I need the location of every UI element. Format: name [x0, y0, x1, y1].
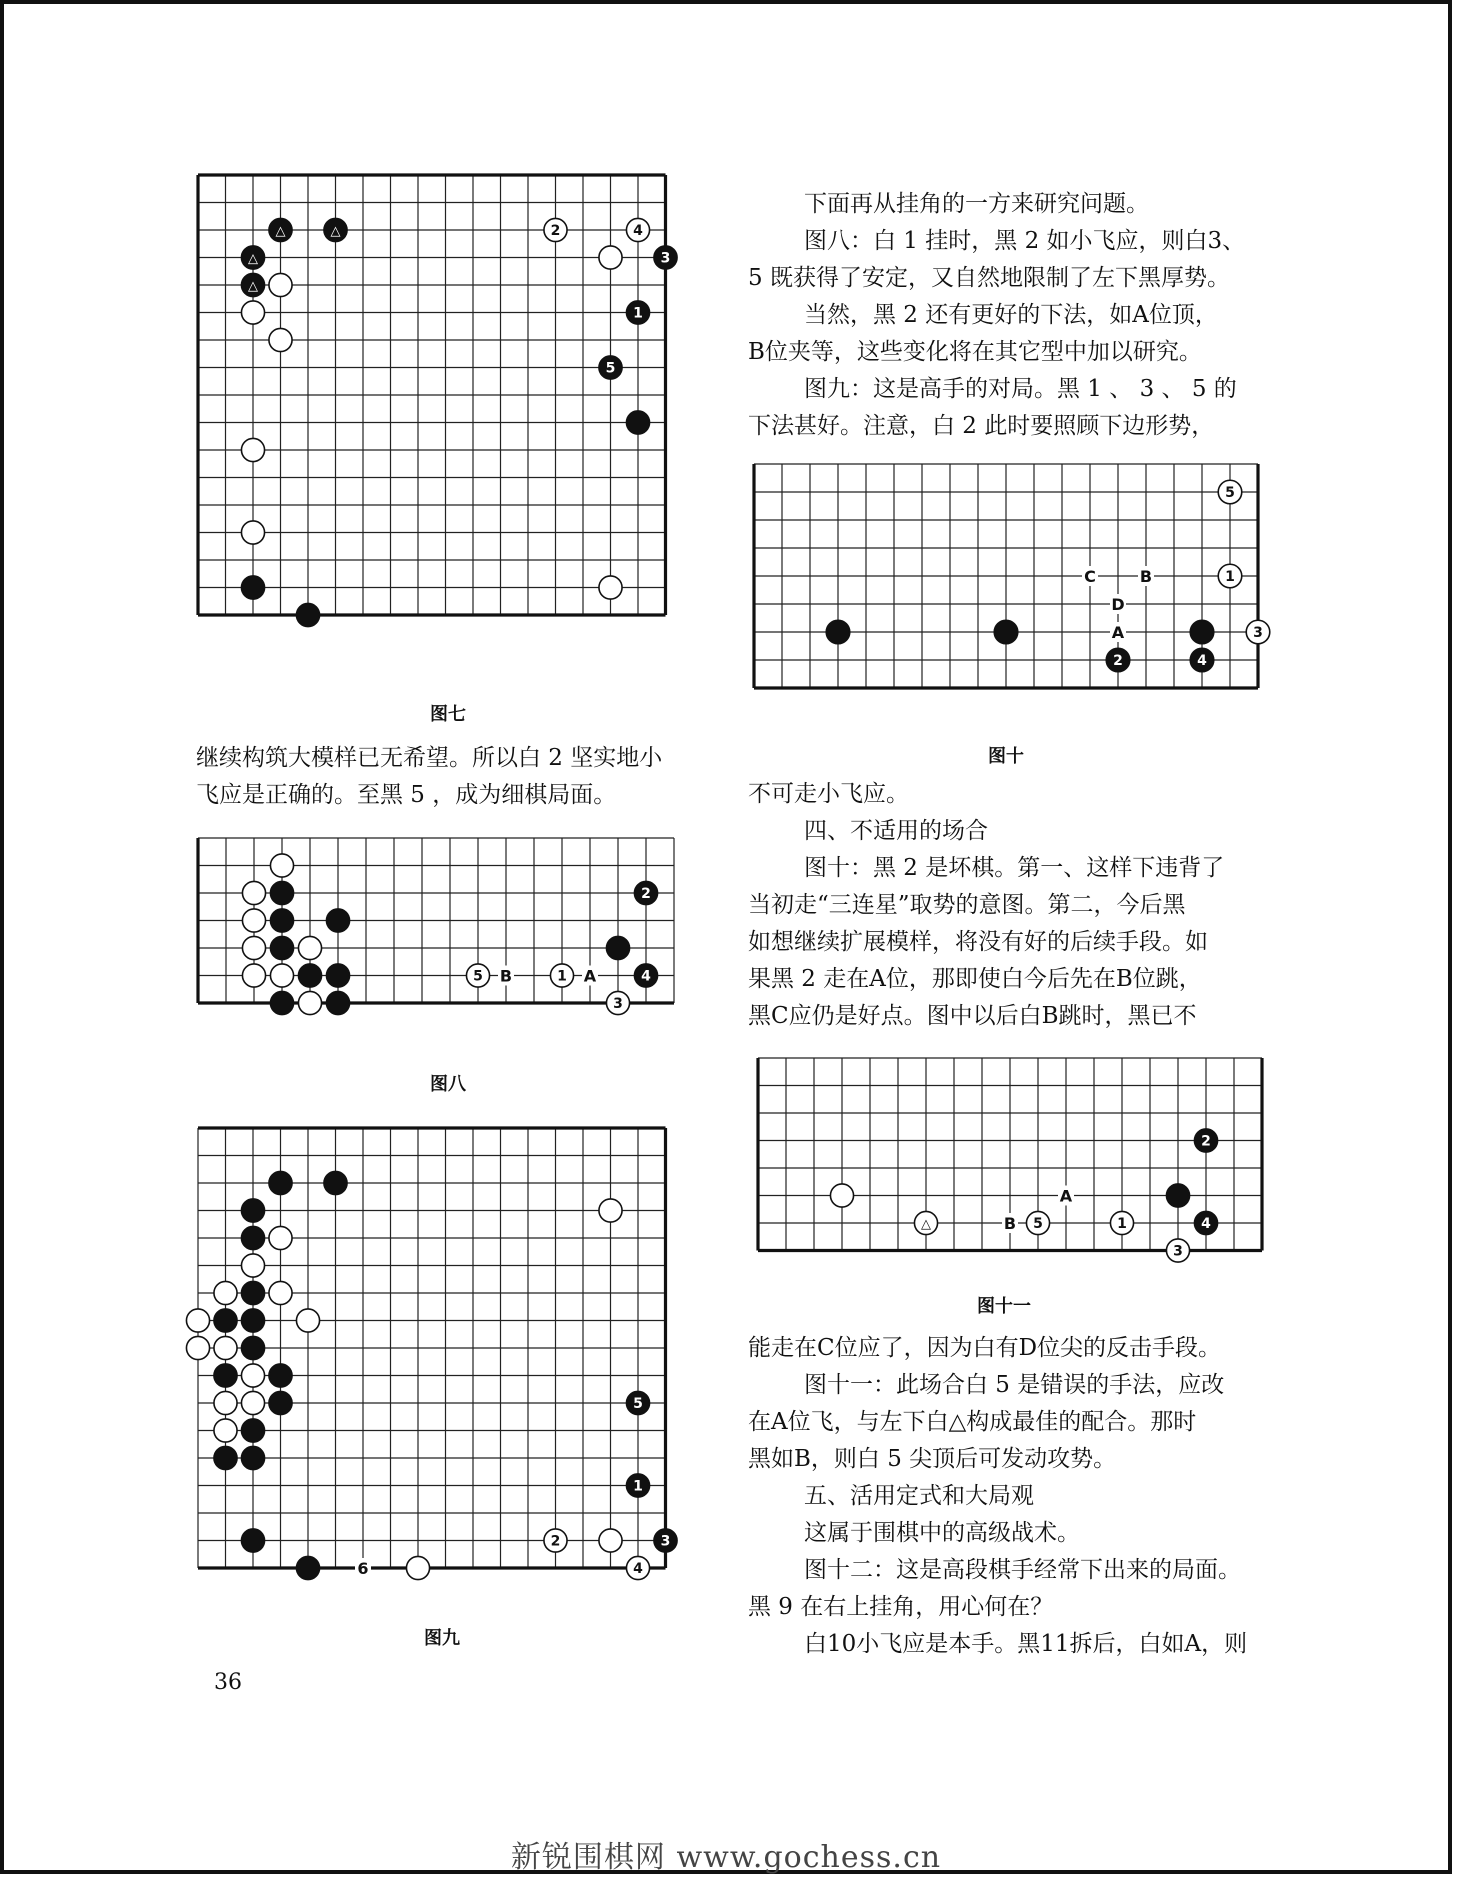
- stone-label: △: [248, 279, 258, 294]
- paragraph-line: 黑C应仍是好点。图中以后白B跳时，黑已不: [748, 1003, 1197, 1029]
- figure-caption-fig10: 图十: [988, 746, 1024, 767]
- figure-caption-fig7: 图七: [430, 704, 466, 725]
- figure-caption-fig9: 图九: [424, 1628, 460, 1649]
- stone-label: 2: [1113, 653, 1123, 669]
- paragraph-line: 继续构筑大模样已无希望。所以白 2 坚实地小: [196, 745, 663, 771]
- stone-label: △: [275, 224, 286, 239]
- stone-label: △: [921, 1217, 931, 1232]
- board-letter: D: [1111, 595, 1125, 614]
- stone-label: 5: [473, 968, 483, 985]
- board-letter: A: [583, 966, 597, 986]
- board-letter: A: [1111, 623, 1125, 642]
- paragraph-line: 下面再从挂角的一方来研究问题。: [804, 191, 1149, 217]
- stone-label: 2: [550, 223, 561, 239]
- watermark-footer: 新锐围棋网 www.gochess.cn: [510, 1840, 942, 1875]
- board-letter: B: [1139, 567, 1153, 586]
- black-stone: [1166, 1184, 1189, 1207]
- stone-label: 2: [550, 1533, 561, 1550]
- paragraph-line: 黑如B，则白 5 尖顶后可发动攻势。: [748, 1446, 1117, 1472]
- paragraph-line: 能走在C位应了，因为白有D位尖的反击手段。: [748, 1335, 1222, 1361]
- paragraph-line: 当然，黑 2 还有更好的下法，如A位顶，: [804, 302, 1218, 328]
- stone-label: 3: [660, 1533, 671, 1550]
- paragraph-line: 图十一：此场合白 5 是错误的手法，应改: [804, 1372, 1225, 1398]
- stone-label: 3: [660, 250, 671, 267]
- stone-label: 4: [633, 223, 643, 239]
- stone-label: 1: [1225, 569, 1235, 585]
- white-stone: [830, 1184, 853, 1207]
- stone-label: 3: [613, 996, 623, 1012]
- stone-label: 4: [641, 968, 651, 985]
- stone-label: 5: [1225, 485, 1235, 501]
- paragraph-line: 白10小飞应是本手。黑11拆后，白如A，则: [804, 1631, 1248, 1657]
- stone-label: 4: [1201, 1216, 1211, 1232]
- stone-label: 2: [1201, 1133, 1211, 1150]
- text-right-bottom: [748, 1330, 1247, 1663]
- paragraph-line: 这属于围棋中的高级战术。: [804, 1520, 1080, 1546]
- stone-label: 5: [633, 1396, 643, 1412]
- board-letter: A: [1059, 1186, 1073, 1206]
- stone-label: 4: [1197, 653, 1207, 669]
- stone-label: 2: [641, 886, 651, 902]
- stone-label: △: [330, 224, 341, 239]
- text-right-top: [748, 186, 1245, 445]
- text-left-mid: [196, 740, 662, 814]
- stone-label: 3: [1173, 1243, 1183, 1260]
- stone-label: 1: [557, 968, 567, 985]
- text-right-mid: [748, 776, 1224, 1035]
- paragraph-line: 如想继续扩展模样，将没有好的后续手段。如: [748, 929, 1208, 955]
- board-letter: C: [1084, 567, 1096, 586]
- paragraph-line: 图八：白 1 挂时，黑 2 如小飞应，则白3、: [804, 228, 1246, 254]
- figure-caption-fig11: 图十一: [977, 1296, 1031, 1317]
- stone-label: 5: [605, 360, 616, 377]
- stone-label: 4: [633, 1561, 643, 1577]
- paragraph-line: 图十二：这是高段棋手经常下出来的局面。: [804, 1557, 1241, 1583]
- figure-caption-fig8: 图八: [430, 1074, 466, 1095]
- section-heading: 五、活用定式和大局观: [804, 1483, 1034, 1509]
- stone-label: 5: [1033, 1216, 1043, 1232]
- paragraph-line: 图九：这是高手的对局。黑 1 、 3 、 5 的: [804, 376, 1237, 402]
- page-number: 36: [214, 1670, 242, 1695]
- paragraph-line: 果黑 2 走在A位，那即使白今后先在B位跳，: [748, 966, 1202, 992]
- board-letter: 6: [357, 1559, 369, 1578]
- stone-label: 1: [633, 305, 643, 322]
- stone-label: 1: [633, 1478, 643, 1495]
- board-letter: B: [499, 966, 513, 986]
- stone-label: 3: [1253, 625, 1263, 641]
- paragraph-line: 图十：黑 2 是坏棋。第一、这样下违背了: [804, 855, 1225, 881]
- paragraph-line: 在A位飞，与左下白△构成最佳的配合。那时: [748, 1409, 1197, 1435]
- stone-label: △: [248, 251, 258, 267]
- section-heading: 四、不适用的场合: [804, 818, 988, 844]
- paragraph-line: 下法甚好。注意，白 2 此时要照顾下边形势，: [748, 413, 1215, 439]
- stone-label: 1: [1117, 1216, 1127, 1232]
- paragraph-line: 不可走小飞应。: [748, 781, 909, 807]
- paragraph-line: 当初走“三连星”取势的意图。第二，今后黑: [748, 892, 1186, 918]
- paragraph-line: B位夹等，这些变化将在其它型中加以研究。: [748, 339, 1202, 365]
- paragraph-line: 飞应是正确的。至黑 5 ，成为细棋局面。: [196, 782, 617, 808]
- board-letter: B: [1003, 1214, 1017, 1233]
- paragraph-line: 5 既获得了安定，又自然地限制了左下黑厚势。: [748, 265, 1230, 291]
- paragraph-line: 黑 9 在右上挂角，用心何在？: [748, 1594, 1054, 1620]
